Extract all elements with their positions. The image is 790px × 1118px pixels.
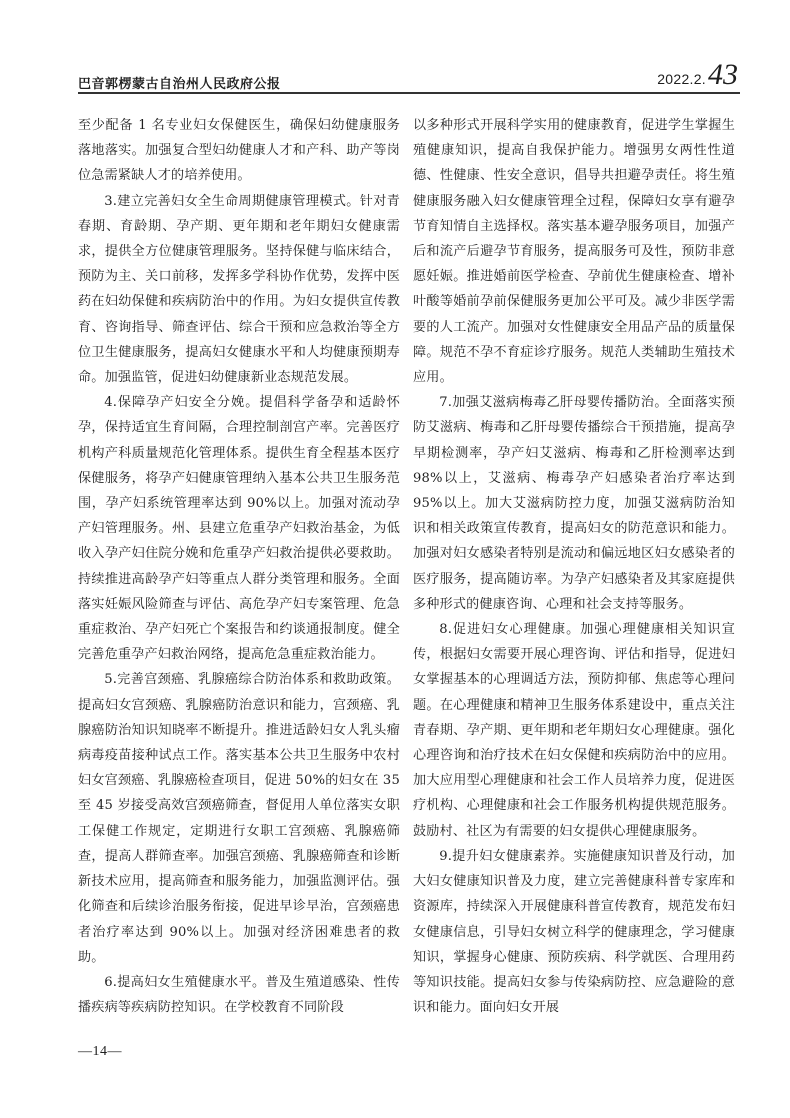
paragraph: 8.促进妇女心理健康。加强心理健康相关知识宣传，根据妇女需要开展心理咨询、评估和指导，促进妇女掌握基本的心理调适方法，预防抑郁、焦虑等心理问题。在心理健康和精神卫生服务体系建设中，重点关注青春期、孕产期、更年期和老年期妇女心理健康。强化心理咨询和治疗技术在妇女保健和疾病防治中的应用。加大应用型心理健康和社会工作人员培养力度，促进医疗机构、心理健康和社会工作服务机构提供规范服务。鼓励村、社区为有需要的妇女提供心理健康服务。 (413, 622, 735, 839)
issue-date: 2022.2. (657, 71, 706, 87)
header-divider (78, 92, 740, 94)
paragraph: 9.提升妇女健康素养。实施健康知识普及行动，加大妇女健康知识普及力度，建立完善健康科普专家库和资源库，持续深入开展健康科普宣传教育，规范发布妇女健康信息，引导妇女树立科学的健康理念，学习健康知识，掌握身心健康、预防疾病、科学就医、合理用药等知识技能。提高妇女参与传染病防控、应急避险的意识和能力。面向妇女开展 (413, 848, 735, 1016)
paragraph: 6.提高妇女生殖健康水平。普及生殖道感染、性传播疾病等疾病防控知识。在学校教育不同阶段 (78, 974, 400, 1016)
issue-info (657, 58, 738, 91)
paragraph: 5.完善宫颈癌、乳腺癌综合防治体系和救助政策。提高妇女宫颈癌、乳腺癌防治意识和能力，宫颈癌、乳腺癌防治知识知晓率不断提升。推进适龄妇女人乳头瘤病毒疫苗接种试点工作。落实基本公共卫生服务中农村妇女宫颈癌、乳腺癌检查项目，促进 50%的妇女在 35 至 45 岁接受高效宫颈癌筛查，督促用人单位落实女职工保健工作规定，定期进行女职工宫颈癌、乳腺癌筛查，提高人群筛查率。加强宫颈癌、乳腺癌筛查和诊断新技术应用，提高筛查和服务能力，加强监测评估。强化筛查和后续诊治服务衔接，促进早诊早治，宫颈癌患者治疗率达到 90%以上。加强对经济困难患者的救助。 (78, 672, 400, 965)
page-header (78, 58, 738, 92)
paragraph: 7.加强艾滋病梅毒乙肝母婴传播防治。全面落实预防艾滋病、梅毒和乙肝母婴传播综合干预措施，提高孕早期检测率，孕产妇艾滋病、梅毒和乙肝检测率达到 98%以上，艾滋病、梅毒孕产妇感染者治疗率达到 95%以上。加大艾滋病防控力度，加强艾滋病防治知识和相关政策宣传教育，提高妇女的防范意识和能力。加强对妇女感染者特别是流动和偏远地区妇女感染者的医疗服务，提高随访率。为孕产妇感染者及其家庭提供多种形式的健康咨询、心理和社会支持等服务。 (413, 395, 735, 612)
paragraph: 3.建立完善妇女全生命周期健康管理模式。针对青春期、育龄期、孕产期、更年期和老年期妇女健康需求，提供全方位健康管理服务。坚持保健与临床结合，预防为主、关口前移，发挥多学科协作优势，发挥中医药在妇幼保健和疾病防治中的作用。为妇女提供宣传教育、咨询指导、筛查评估、综合干预和应急救治等全方位卫生健康服务，提高妇女健康水平和人均健康预期寿命。加强监管，促进妇幼健康新业态规范发展。 (78, 193, 400, 386)
left-column (78, 113, 400, 1020)
paragraph: 4.保障孕产妇安全分娩。提倡科学备孕和适龄怀孕，保持适宜生育间隔，合理控制剖宫产率。完善医疗机构产科质量规范化管理体系。提供生育全程基本医疗保健服务，将孕产妇健康管理纳入基本公共卫生服务范围，孕产妇系统管理率达到 90%以上。加强对流动孕产妇管理服务。州、县建立危重孕产妇救治基金，为低收入孕产妇住院分娩和危重孕产妇救治提供必要救助。持续推进高龄孕产妇等重点人群分类管理和服务。全面落实妊娠风险筛查与评估、高危孕产妇专案管理、危急重症救治、孕产妇死亡个案报告和约谈通报制度。健全完善危重孕产妇救治网络，提高危急重症救治能力。 (78, 395, 400, 663)
publication-title: 巴音郭楞蒙古自治州人民政府公报 (78, 77, 281, 92)
paragraph: 至少配备 1 名专业妇女保健医生，确保妇幼健康服务落地落实。加强复合型妇幼健康人才和产科、助产等岗位急需紧缺人才的培养使用。 (78, 118, 400, 184)
right-column (413, 113, 735, 1020)
paragraph: 以多种形式开展科学实用的健康教育，促进学生掌握生殖健康知识，提高自我保护能力。增强男女两性性道德、性健康、性安全意识，倡导共担避孕责任。将生殖健康服务融入妇女健康管理全过程，保障妇女享有避孕节育知情自主选择权。落实基本避孕服务项目，加强产后和流产后避孕节育服务，提高服务可及性，预防非意愿妊娠。推进婚前医学检查、孕前优生健康检查、增补叶酸等婚前孕前保健服务更加公平可及。减少非医学需要的人工流产。加强对女性健康安全用品产品的质量保障。规范不孕不育症诊疗服务。规范人类辅助生殖技术应用。 (413, 118, 735, 386)
issue-page-number: 43 (708, 58, 738, 91)
page-footer-number: —14— (78, 1044, 122, 1059)
